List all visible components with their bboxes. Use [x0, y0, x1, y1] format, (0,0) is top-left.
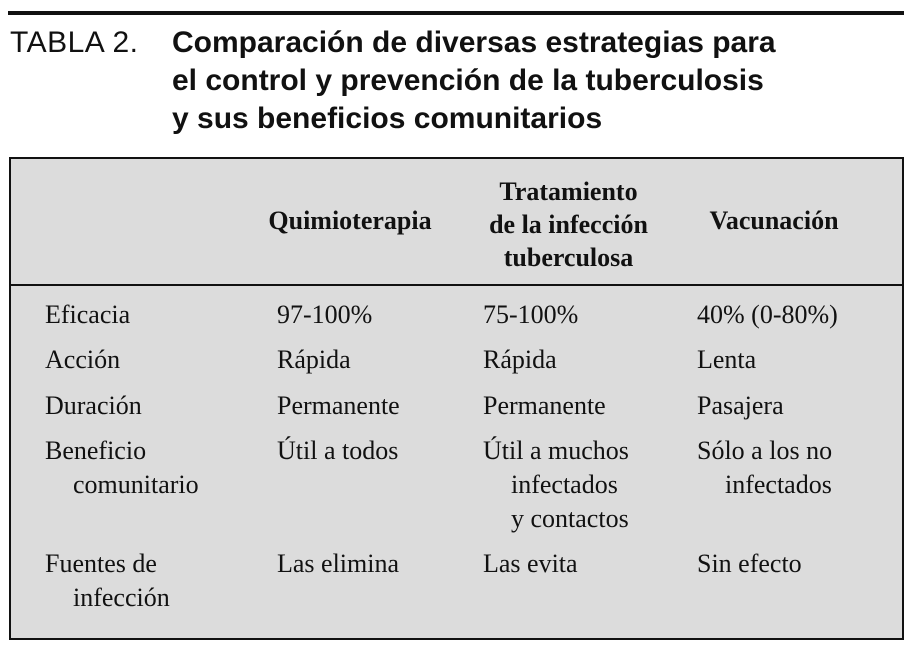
cell-duracion-quimioterapia: Permanente: [277, 391, 400, 420]
title-line-1: Comparación de diversas estrategias para: [172, 26, 776, 59]
top-rule: [8, 11, 904, 15]
table-title: [172, 24, 892, 138]
header-quimioterapia: [247, 204, 453, 237]
comparison-table: [9, 157, 904, 640]
header-rule: [11, 284, 902, 286]
header-vacunacion: [679, 204, 869, 237]
header-line: tuberculosa: [503, 243, 634, 272]
cell-beneficio-vacunacion: Sólo a los no infectados: [697, 436, 833, 499]
header-tratamiento: [466, 175, 671, 274]
row-label-eficacia: Eficacia: [45, 300, 131, 329]
row-label-fuentes-de-infeccion: Fuentes de infección: [45, 549, 170, 612]
cell-eficacia-quimioterapia: 97-100%: [277, 300, 373, 329]
row-label-accion: Acción: [45, 345, 121, 374]
header-line: Tratamiento: [499, 177, 638, 206]
cell-eficacia-vacunacion: 40% (0-80%): [697, 300, 838, 329]
cell-duracion-tratamiento: Permanente: [483, 391, 606, 420]
table-label: TABLA 2.: [10, 26, 139, 59]
cell-beneficio-quimioterapia: Útil a todos: [277, 436, 399, 465]
cell-fuentes-vacunacion: Sin efecto: [697, 549, 802, 578]
cell-duracion-vacunacion: Pasajera: [697, 391, 784, 420]
cell-accion-tratamiento: Rápida: [483, 345, 557, 374]
cell-accion-quimioterapia: Rápida: [277, 345, 351, 374]
title-line-2: el control y prevención de la tuberculosis: [172, 64, 764, 97]
row-label-duracion: Duración: [45, 391, 142, 420]
row-label-beneficio-comunitario: Beneficio comunitario: [45, 436, 199, 499]
cell-eficacia-tratamiento: 75-100%: [483, 300, 579, 329]
cell-accion-vacunacion: Lenta: [697, 345, 757, 374]
cell-fuentes-tratamiento: Las evita: [483, 549, 578, 578]
title-line-3: y sus beneficios comunitarios: [172, 102, 603, 135]
cell-beneficio-tratamiento: Útil a muchos infectados y contactos: [483, 436, 629, 533]
cell-fuentes-quimioterapia: Las elimina: [277, 549, 400, 578]
header-line: de la infección: [489, 210, 648, 239]
header-line: Quimioterapia: [268, 206, 432, 235]
header-line: Vacunación: [709, 206, 839, 235]
